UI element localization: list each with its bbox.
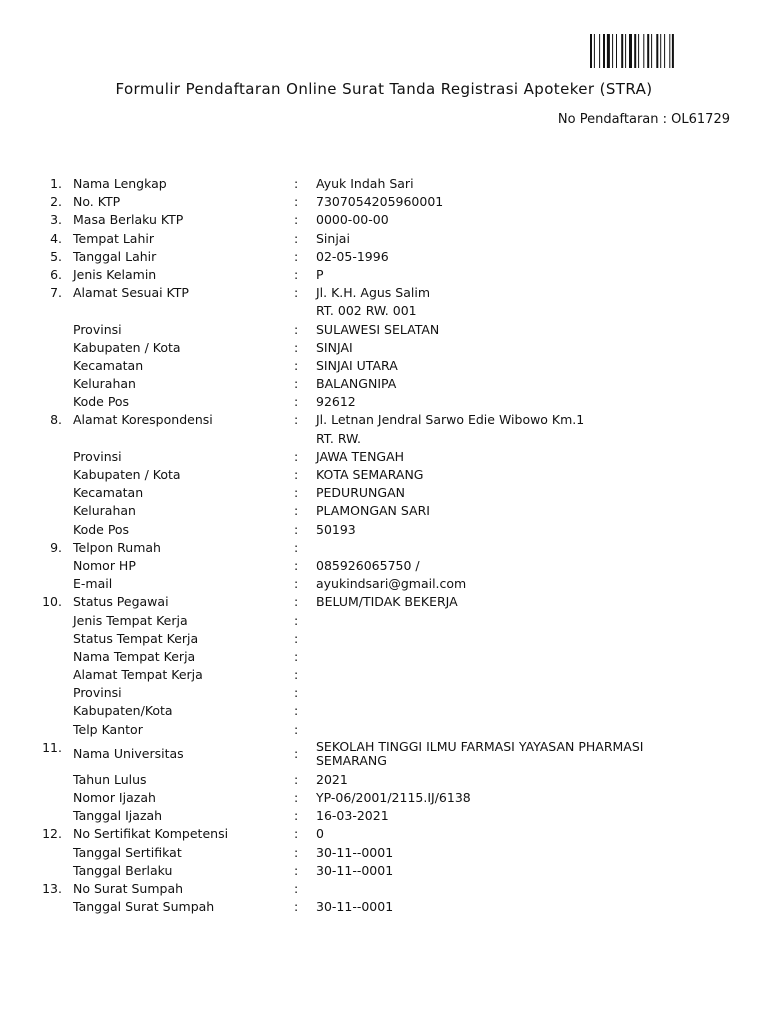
field-separator: :	[294, 790, 299, 805]
field-label: Nama Lengkap	[73, 176, 167, 191]
field-label: Provinsi	[73, 321, 122, 337]
field-separator: :	[294, 467, 299, 482]
field-separator: :	[294, 339, 299, 355]
field-separator: :	[294, 721, 299, 737]
field-label: Kecamatan	[73, 357, 144, 373]
form-row	[0, 211, 768, 229]
field-separator: :	[294, 771, 299, 787]
barcode	[590, 34, 720, 68]
barcode-bar	[643, 34, 644, 68]
form-row	[0, 557, 768, 575]
field-label: Tanggal Ijazah	[73, 808, 163, 824]
field-separator: :	[294, 685, 299, 701]
field-value: PEDURUNGAN	[316, 485, 405, 501]
barcode-bar	[656, 34, 658, 68]
row-number: 10.	[42, 594, 62, 610]
field-separator: :	[294, 357, 299, 373]
field-label: Kode Pos	[73, 521, 130, 537]
field-label: Kecamatan	[73, 485, 144, 501]
field-separator: :	[294, 594, 299, 610]
form-row	[0, 844, 768, 862]
form-row	[0, 898, 768, 916]
field-value: JAWA TENGAH	[316, 448, 405, 464]
field-separator: :	[294, 808, 299, 824]
field-separator: :	[294, 321, 299, 337]
field-separator: :	[294, 266, 299, 282]
field-separator: :	[294, 630, 299, 646]
row-number: 1.	[50, 176, 62, 191]
field-separator: :	[294, 576, 299, 592]
field-separator: :	[294, 448, 299, 464]
barcode-bar	[669, 34, 670, 68]
field-label: No Sertifikat Kompetensi	[73, 826, 229, 842]
form-row	[0, 175, 768, 193]
form-row	[0, 721, 768, 739]
field-label: No Surat Sumpah	[73, 880, 184, 896]
field-label: Tanggal Sertifikat	[73, 844, 182, 860]
field-value: 50193	[316, 521, 356, 537]
row-number: 4.	[50, 230, 62, 246]
form-row	[0, 521, 768, 539]
field-separator: :	[294, 667, 299, 683]
barcode-bar	[660, 34, 661, 68]
field-value: Sinjai	[316, 230, 350, 246]
form-row	[0, 825, 768, 843]
field-label: Provinsi	[73, 448, 122, 464]
field-label: Kode Pos	[73, 394, 130, 410]
row-number: 7.	[50, 285, 62, 301]
form-row	[0, 321, 768, 339]
row-number: 5.	[50, 248, 62, 264]
field-label: Alamat Korespondensi	[73, 412, 213, 428]
row-number: 9.	[50, 539, 62, 555]
form-row	[0, 575, 768, 593]
field-separator: :	[294, 212, 299, 228]
field-label: Kelurahan	[73, 503, 136, 519]
field-value: PLAMONGAN SARI	[316, 503, 430, 519]
field-separator: :	[294, 376, 299, 392]
field-value: RT. 002 RW. 001	[316, 303, 417, 319]
form-row	[0, 630, 768, 648]
barcode-bar	[625, 34, 626, 68]
field-value: SINJAI UTARA	[316, 357, 398, 373]
field-label: E-mail	[73, 576, 113, 592]
field-label: Tanggal Berlaku	[73, 862, 173, 878]
form-row	[0, 302, 768, 320]
field-separator: :	[294, 285, 299, 301]
field-separator: :	[294, 899, 299, 915]
field-value: KOTA SEMARANG	[316, 467, 424, 482]
form-row	[0, 880, 768, 898]
field-label: Telp Kantor	[73, 721, 143, 737]
form-row	[0, 807, 768, 825]
field-value: RT. RW.	[316, 430, 361, 446]
field-label: Provinsi	[73, 685, 122, 701]
barcode-bar	[590, 34, 592, 68]
field-separator: :	[294, 612, 299, 628]
field-separator: :	[294, 485, 299, 501]
form-row	[0, 502, 768, 520]
registration-form	[0, 175, 768, 916]
form-row	[0, 230, 768, 248]
field-separator: :	[294, 844, 299, 860]
field-value: BALANGNIPA	[316, 376, 397, 392]
field-value: 30-11--0001	[316, 899, 394, 915]
barcode-bar	[647, 34, 649, 68]
field-value: Jl. Letnan Jendral Sarwo Edie Wibowo Km.1	[316, 412, 585, 428]
field-label: Tahun Lulus	[73, 771, 147, 787]
field-label: Masa Berlaku KTP	[73, 212, 184, 228]
field-value: Ayuk Indah Sari	[316, 176, 414, 191]
form-row	[0, 593, 768, 611]
barcode-bar	[634, 34, 636, 68]
field-label: Kabupaten / Kota	[73, 339, 181, 355]
field-separator: :	[294, 521, 299, 537]
field-label: No. KTP	[73, 194, 121, 210]
field-separator: :	[294, 703, 299, 719]
field-label: Jenis Tempat Kerja	[73, 612, 188, 628]
form-row	[0, 466, 768, 484]
form-row	[0, 266, 768, 284]
form-row	[0, 284, 768, 302]
field-separator: :	[294, 826, 299, 842]
form-row	[0, 357, 768, 375]
barcode-bar	[607, 34, 610, 68]
field-value: 0	[316, 826, 324, 842]
field-separator: :	[294, 539, 299, 555]
field-value: 2021	[316, 771, 348, 787]
barcode-bar	[621, 34, 623, 68]
field-value: Jl. K.H. Agus Salim	[316, 285, 431, 301]
form-row	[0, 684, 768, 702]
barcode-bar	[664, 34, 665, 68]
field-value: 02-05-1996	[316, 248, 389, 264]
field-label: Telpon Rumah	[73, 539, 161, 555]
field-label: Kabupaten/Kota	[73, 703, 173, 719]
form-row	[0, 448, 768, 466]
barcode-bar	[594, 34, 595, 68]
field-value: 92612	[316, 394, 356, 410]
field-value: SEKOLAH TINGGI ILMU FARMASI YAYASAN PHARMASI SEMARANG	[316, 738, 644, 768]
field-value: P	[316, 266, 324, 282]
field-separator: :	[294, 394, 299, 410]
row-number: 8.	[50, 412, 62, 428]
form-row	[0, 248, 768, 266]
field-separator: :	[294, 862, 299, 878]
field-separator: :	[294, 503, 299, 519]
form-row	[0, 539, 768, 557]
field-value: 30-11--0001	[316, 862, 394, 878]
form-title: Formulir Pendaftaran Online Surat Tanda Registrasi Apoteker (STRA)	[115, 80, 653, 98]
field-separator: :	[294, 745, 299, 761]
form-row	[0, 484, 768, 502]
field-value: YP-06/2001/2115.IJ/6138	[316, 790, 471, 805]
field-label: Nomor Ijazah	[73, 790, 156, 805]
field-label: Tanggal Lahir	[73, 248, 157, 264]
field-label: Nomor HP	[73, 557, 136, 573]
row-number: 3.	[50, 212, 62, 228]
field-label: Tempat Lahir	[73, 230, 155, 246]
barcode-bar	[612, 34, 613, 68]
field-separator: :	[294, 880, 299, 896]
field-separator: :	[294, 176, 299, 191]
form-row	[0, 375, 768, 393]
field-label: Jenis Kelamin	[73, 266, 157, 282]
form-row	[0, 393, 768, 411]
registration-number: No Pendaftaran : OL61729	[557, 112, 730, 127]
field-value: 7307054205960001	[316, 194, 444, 210]
form-row	[0, 411, 768, 429]
form-row	[0, 612, 768, 630]
field-label: Kabupaten / Kota	[73, 467, 181, 482]
form-row	[0, 339, 768, 357]
form-row	[0, 666, 768, 684]
row-number: 12.	[42, 826, 62, 842]
row-number: 2.	[50, 194, 62, 210]
field-label: Kelurahan	[73, 376, 136, 392]
form-row	[0, 739, 768, 771]
form-row	[0, 648, 768, 666]
field-value: 30-11--0001	[316, 844, 394, 860]
field-value: BELUM/TIDAK BEKERJA	[316, 594, 458, 610]
barcode-bar	[638, 34, 639, 68]
form-row	[0, 789, 768, 807]
field-separator: :	[294, 412, 299, 428]
field-label: Nama Universitas	[73, 745, 184, 761]
field-separator: :	[294, 230, 299, 246]
field-separator: :	[294, 248, 299, 264]
field-value: 085926065750 /	[316, 557, 420, 573]
form-row	[0, 862, 768, 880]
field-label: Tanggal Surat Sumpah	[73, 899, 215, 915]
barcode-bar	[603, 34, 605, 68]
form-row	[0, 193, 768, 211]
field-separator: :	[294, 648, 299, 664]
field-value: 0000-00-00	[316, 212, 389, 228]
barcode-bar	[672, 34, 674, 68]
field-separator: :	[294, 194, 299, 210]
barcode-bar	[651, 34, 652, 68]
barcode-bar	[599, 34, 600, 68]
row-number: 11.	[42, 739, 62, 755]
field-separator: :	[294, 557, 299, 573]
field-value: ayukindsari@gmail.com	[316, 576, 467, 592]
field-label: Alamat Sesuai KTP	[73, 285, 189, 301]
barcode-bar	[616, 34, 617, 68]
field-value: SINJAI	[316, 339, 353, 355]
row-number: 13.	[42, 880, 62, 896]
field-label: Status Tempat Kerja	[73, 630, 199, 646]
field-label: Nama Tempat Kerja	[73, 648, 196, 664]
field-label: Alamat Tempat Kerja	[73, 667, 203, 683]
row-number: 6.	[50, 266, 62, 282]
barcode-bar	[629, 34, 632, 68]
field-label: Status Pegawai	[73, 594, 169, 610]
form-row	[0, 702, 768, 720]
form-row	[0, 771, 768, 789]
form-row	[0, 430, 768, 448]
field-value: 16-03-2021	[316, 808, 389, 824]
field-value: SULAWESI SELATAN	[316, 321, 440, 337]
